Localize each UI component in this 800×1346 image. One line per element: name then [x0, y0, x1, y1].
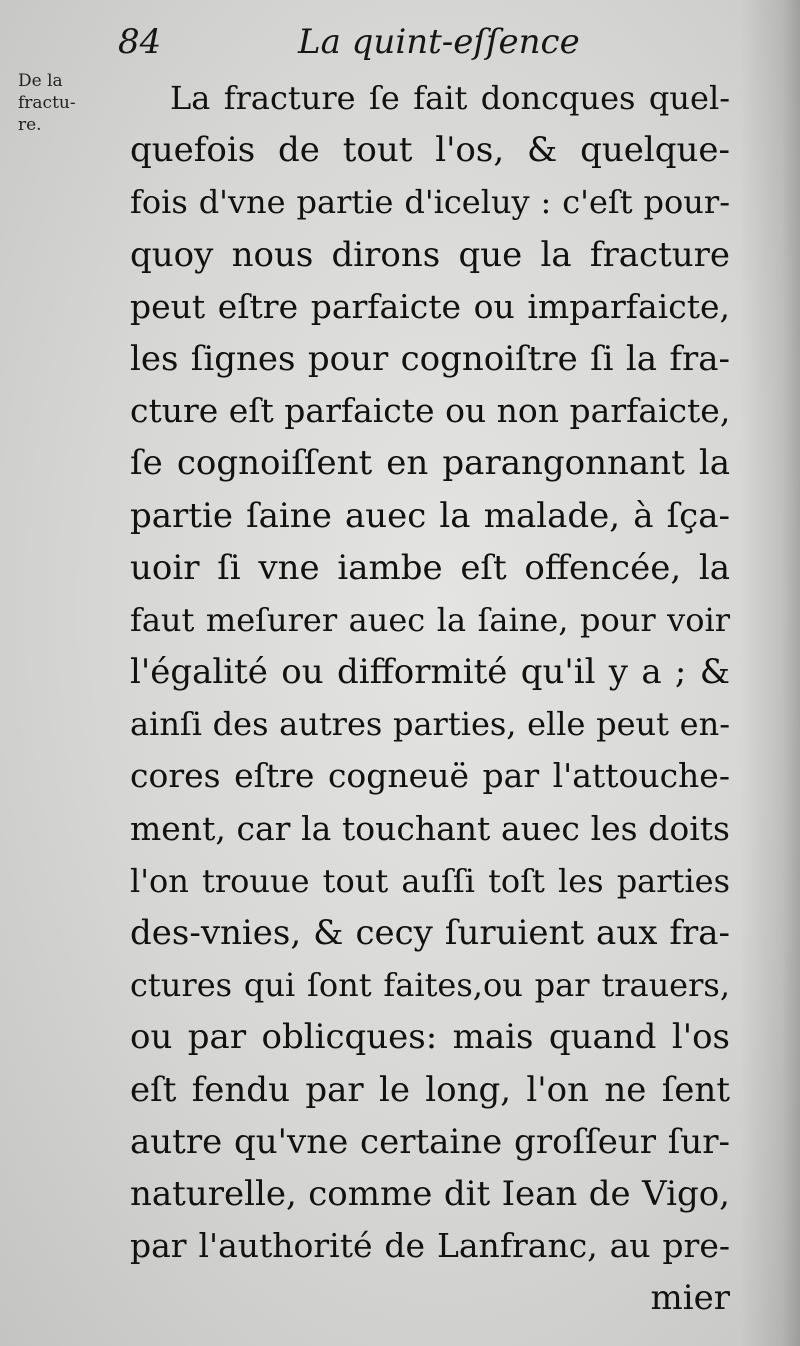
text-line: autre qu'vne certaine groſſeur ſur-	[130, 1121, 730, 1162]
text-line: l'égalité ou difformité qu'il y a ; &	[130, 652, 730, 693]
text-line: ctures qui ſont faites,ou par trauers,	[130, 966, 730, 1005]
margin-note-line: De la	[18, 71, 63, 91]
page-number: 84	[118, 22, 162, 62]
text-line: cores eſtre cogneuë par l'attouche-	[130, 756, 730, 796]
text-line: ſe cognoiſſent en parangonnant la	[130, 443, 730, 484]
text-line: ou par oblicques: mais quand l'os	[130, 1017, 730, 1058]
text-line: cture eſt parfaicte ou non parfaicte,	[130, 391, 731, 431]
catchword: mier	[650, 1278, 730, 1319]
text-line: La fracture ſe fait doncques quel-	[170, 79, 730, 117]
text-line: ment, car la touchant auec les doits	[130, 808, 730, 848]
running-title: La quint-eſſence	[298, 22, 580, 62]
page-edge-shadow	[740, 0, 800, 1346]
text-line: quoy nous dirons que la fracture	[130, 234, 730, 275]
text-line: partie ſaine auec la malade, à ſça-	[130, 495, 730, 536]
text-line: quefois de tout l'os, & quelque-	[130, 130, 730, 171]
text-line: l'on trouue tout auſſi toſt les parties	[130, 861, 730, 900]
text-line: fois d'vne partie d'iceluy : c'eſt pour-	[130, 183, 730, 222]
text-line: uoir ſi vne iambe eſt offencée, la	[130, 547, 730, 588]
page-header	[118, 18, 718, 66]
text-line: les ſignes pour cognoiſtre ſi la fra-	[130, 338, 730, 379]
text-line: ainſi des autres parties, elle peut en-	[130, 705, 730, 744]
margin-note-line: fractu-	[18, 93, 76, 113]
text-line: eſt fendu par le long, l'on ne ſent	[130, 1069, 730, 1110]
text-line: par l'authorité de Lanfranc, au pre-	[130, 1226, 730, 1266]
body-text	[130, 72, 730, 1325]
text-line: des-vnies, & cecy ſuruient aux fra-	[130, 913, 730, 953]
text-line: naturelle, comme dit Iean de Vigo,	[130, 1173, 730, 1214]
text-line: faut meſurer auec la ſaine, pour voir	[130, 600, 730, 639]
margin-note	[18, 70, 108, 136]
margin-note-line: re.	[18, 115, 42, 135]
text-line: peut eſtre parfaicte ou imparfaicte,	[130, 286, 730, 326]
